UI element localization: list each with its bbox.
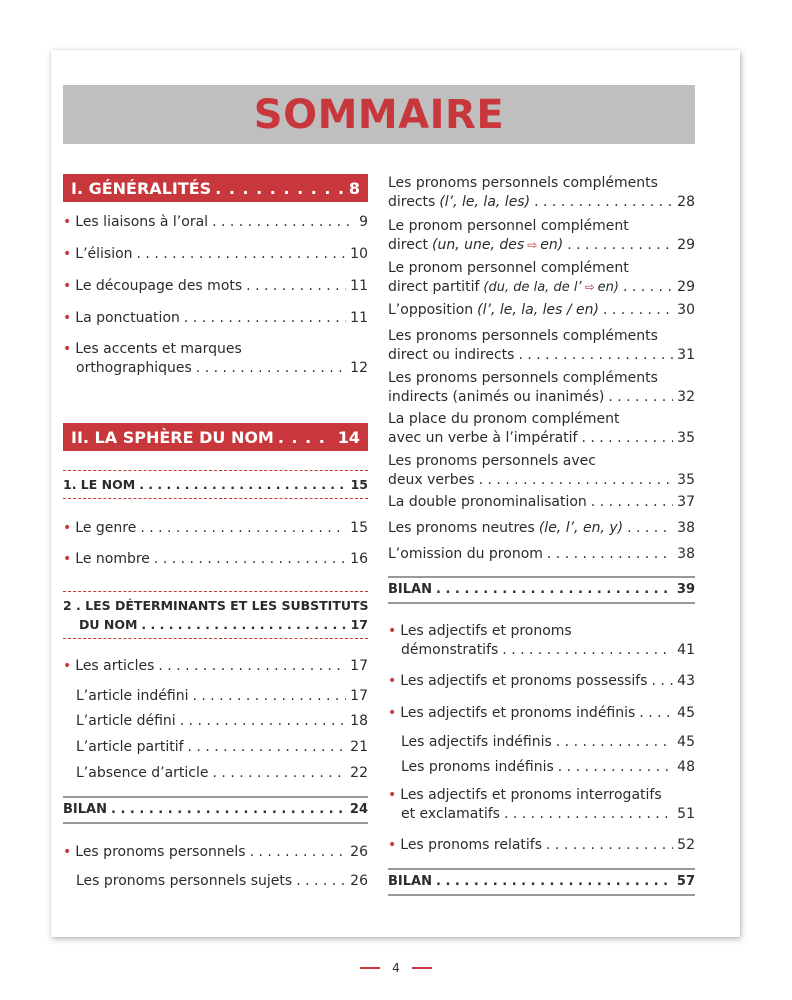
page-number: 35: [677, 430, 695, 446]
toc-entry[interactable]: [388, 519, 695, 538]
page-number: 26: [350, 873, 368, 889]
entry-label: Les accents et marques: [75, 341, 242, 357]
page-number: 32: [677, 389, 695, 405]
page-number: 22: [350, 765, 368, 781]
page-number: 35: [677, 472, 695, 488]
toc-entry[interactable]: [63, 519, 368, 538]
dot-leader: [180, 712, 346, 731]
toc-entry[interactable]: [63, 213, 368, 232]
page-number: 38: [677, 546, 695, 562]
entry-label: La ponctuation: [75, 310, 180, 326]
dot-leader: [567, 236, 673, 255]
page-number: 26: [350, 844, 368, 860]
toc-entry[interactable]: [388, 493, 695, 512]
toc-subentry[interactable]: [63, 738, 368, 757]
bullet-icon: •: [63, 520, 72, 536]
entry-label-continued: et exclamatifs: [401, 806, 500, 822]
dot-leader: [627, 519, 673, 538]
page-number: 9: [359, 214, 368, 230]
entry-label: La double pronominalisation: [388, 494, 587, 510]
entry-label-continued: directs: [388, 194, 436, 210]
dot-leader: [639, 704, 673, 723]
entry-label-continued: indirects (animés ou inanimés): [388, 389, 605, 405]
bilan-label: BILAN: [388, 582, 432, 597]
page-footer: [0, 961, 792, 975]
dot-leader: [436, 874, 673, 890]
page-number: 16: [350, 551, 368, 567]
entry-label: L’article partitif: [76, 739, 184, 755]
toc-entry[interactable]: [388, 545, 695, 564]
toc-entry[interactable]: [388, 704, 695, 723]
toc-subentry[interactable]: [63, 712, 368, 731]
page-number: 12: [350, 360, 368, 376]
page-number: 10: [350, 246, 368, 262]
toc-subentry[interactable]: [63, 764, 368, 783]
toc-entry[interactable]: [63, 245, 368, 264]
section-heading-determinants[interactable]: [63, 591, 368, 639]
entry-label-continued: démonstratifs: [401, 642, 499, 658]
bullet-icon: •: [63, 551, 72, 567]
dot-leader: [479, 471, 674, 490]
entry-label: Le pronom personnel complément: [388, 218, 629, 234]
toc-subentry[interactable]: [388, 733, 695, 752]
entry-examples: (l’, le, la, les): [439, 194, 531, 210]
entry-label: Les pronoms personnels compléments: [388, 175, 658, 191]
toc-entry[interactable]: [63, 309, 368, 328]
entry-label: Les adjectifs indéfinis: [401, 734, 552, 750]
toc-entry[interactable]: [388, 327, 695, 365]
entry-examples: (l’, le, la, les / en): [477, 302, 599, 318]
toc-subentry[interactable]: [388, 758, 695, 777]
toc-entry[interactable]: [63, 340, 368, 378]
dot-leader: [213, 764, 347, 783]
entry-label-continued: deux verbes: [388, 472, 475, 488]
dot-leader: [518, 346, 673, 365]
bullet-icon: •: [388, 673, 397, 689]
part-heading-generalites[interactable]: [63, 174, 368, 202]
bullet-icon: •: [388, 705, 397, 721]
entry-label: Les pronoms relatifs: [400, 837, 543, 853]
dot-leader: [547, 545, 673, 564]
toc-entry[interactable]: [388, 217, 695, 255]
entry-examples-end: en): [597, 280, 619, 295]
toc-subentry[interactable]: [63, 687, 368, 706]
page-number: 48: [677, 759, 695, 775]
bullet-icon: •: [388, 623, 397, 639]
entry-label-continued: direct: [388, 237, 429, 253]
page-title: SOMMAIRE: [253, 91, 505, 138]
dot-leader: [250, 843, 347, 862]
toc-entry[interactable]: [63, 843, 368, 862]
entry-label: Les liaisons à l’oral: [75, 214, 209, 230]
toc-entry[interactable]: [388, 369, 695, 407]
dot-leader: [436, 582, 673, 598]
dot-leader: [558, 758, 673, 777]
entry-label: L’article défini: [76, 713, 176, 729]
entry-label: Le pronom personnel complément: [388, 260, 629, 276]
page-number: 14: [337, 427, 360, 447]
entry-label: Les pronoms personnels sujets: [76, 873, 293, 889]
entry-label: Les pronoms personnels: [75, 844, 246, 860]
dot-leader: [137, 245, 347, 264]
dot-leader: [196, 359, 346, 378]
dot-leader: [188, 738, 347, 757]
toc-entry[interactable]: [388, 301, 695, 320]
page-number: 57: [676, 874, 695, 889]
page-number: 17: [350, 617, 368, 632]
arrow-right-icon: ⇨: [527, 238, 538, 252]
page-number: 11: [350, 278, 368, 294]
page-number: 52: [677, 837, 695, 853]
bullet-icon: •: [388, 787, 397, 803]
entry-label: Les adjectifs et pronoms: [400, 623, 572, 639]
toc-entry[interactable]: [388, 786, 695, 824]
toc-entry[interactable]: [388, 410, 695, 448]
bilan-row[interactable]: [388, 868, 695, 896]
dot-leader: [502, 641, 673, 660]
entry-label: Le nombre: [75, 551, 150, 567]
entry-label: Les pronoms neutres: [388, 520, 535, 536]
entry-label-continued: orthographiques: [76, 360, 192, 376]
page-number: 39: [676, 582, 695, 597]
page-number: 51: [677, 806, 695, 822]
toc-entry[interactable]: [388, 174, 695, 212]
page-number: 15: [350, 520, 368, 536]
dot-leader: [296, 872, 346, 891]
entry-label: L’omission du pronom: [388, 546, 543, 562]
dot-leader: [139, 475, 346, 494]
dot-leader: [652, 672, 674, 691]
entry-label: L’article indéfini: [76, 688, 189, 704]
entry-examples: (un, une, des: [432, 237, 525, 253]
entry-label-continued: direct partitif: [388, 279, 480, 295]
dot-leader: [534, 193, 673, 212]
dot-leader: [154, 550, 346, 569]
bullet-icon: •: [63, 214, 72, 230]
bilan-row[interactable]: [388, 576, 695, 604]
entry-label: Les adjectifs et pronoms interrogatifs: [400, 787, 662, 803]
page-number: 43: [677, 673, 695, 689]
page-number: 45: [677, 705, 695, 721]
entry-label: Les pronoms personnels compléments: [388, 328, 658, 344]
entry-label: Les adjectifs et pronoms indéfinis: [400, 705, 636, 721]
page-number: 29: [677, 279, 695, 295]
page-number: 29: [677, 237, 695, 253]
dot-leader: [184, 309, 346, 328]
page-sheet: [51, 50, 740, 937]
page-number: 24: [349, 802, 368, 817]
page-number: 30: [677, 302, 695, 318]
bullet-icon: •: [63, 844, 72, 860]
bilan-label: BILAN: [388, 874, 432, 889]
page-number: 21: [350, 739, 368, 755]
section-heading-le-nom[interactable]: [63, 470, 368, 499]
dot-leader: [608, 388, 673, 407]
page-number: 17: [350, 658, 368, 674]
entry-label: Les pronoms personnels avec: [388, 453, 596, 469]
page-number: 15: [350, 477, 368, 492]
page-number: 45: [677, 734, 695, 750]
dot-leader: [246, 277, 346, 296]
entry-label: La place du pronom complément: [388, 411, 620, 427]
toc-entry[interactable]: [63, 277, 368, 296]
part-heading-sphere-du-nom[interactable]: [63, 423, 368, 451]
toc-entry[interactable]: [388, 452, 695, 490]
bullet-icon: •: [63, 658, 72, 674]
footer-dash: [412, 967, 432, 969]
dot-leader: [140, 519, 346, 538]
section-label-continued: DU NOM: [79, 617, 138, 632]
entry-label: L’opposition: [388, 302, 474, 318]
dot-leader: [556, 733, 673, 752]
dot-leader: [141, 615, 346, 634]
toc-entry[interactable]: [388, 259, 695, 297]
entry-label: Les pronoms personnels compléments: [388, 370, 658, 386]
toc-entry[interactable]: [388, 622, 695, 660]
toc-entry[interactable]: [388, 836, 695, 855]
entry-label: Les adjectifs et pronoms possessifs: [400, 673, 648, 689]
page-number: 31: [677, 347, 695, 363]
title-band: [63, 85, 695, 144]
bullet-icon: •: [63, 246, 72, 262]
footer-page-number: 4: [392, 961, 400, 975]
entry-examples: (du, de la, de l’: [483, 280, 582, 295]
bullet-icon: •: [63, 278, 72, 294]
page-number: 37: [677, 494, 695, 510]
entry-label: Le découpage des mots: [75, 278, 243, 294]
page-number: 28: [677, 194, 695, 210]
toc-entry[interactable]: [63, 657, 368, 676]
toc-subentry[interactable]: [63, 872, 368, 891]
dot-leader: [603, 301, 673, 320]
arrow-right-icon: ⇨: [584, 280, 595, 294]
page-number: 11: [350, 310, 368, 326]
bullet-icon: •: [63, 310, 72, 326]
bilan-label: BILAN: [63, 802, 107, 817]
page-number: 8: [348, 178, 360, 198]
entry-label-continued: direct ou indirects: [388, 347, 515, 363]
page-number: 18: [350, 713, 368, 729]
dot-leader: [546, 836, 673, 855]
dot-leader: [158, 657, 346, 676]
entry-examples-end: en): [540, 237, 564, 253]
entry-label: L’élision: [75, 246, 133, 262]
page-number: 17: [350, 688, 368, 704]
page-number: 41: [677, 642, 695, 658]
dot-leader: [111, 802, 346, 818]
part-label: I. GÉNÉRALITÉS: [71, 178, 212, 198]
section-label: 1. LE NOM: [63, 477, 136, 492]
section-label: 2 . LES DÉTERMINANTS ET LES SUBSTITUTS: [63, 598, 369, 613]
dot-leader: [581, 429, 673, 448]
bullet-icon: •: [63, 341, 72, 357]
entry-label-continued: avec un verbe à l’impératif: [388, 430, 578, 446]
toc-entry[interactable]: [63, 550, 368, 569]
dot-leader: [504, 805, 673, 824]
page-number: 38: [677, 520, 695, 536]
dot-leader: [192, 687, 346, 706]
entry-label: Les articles: [75, 658, 155, 674]
dot-leader: [591, 493, 673, 512]
entry-label: Le genre: [75, 520, 137, 536]
toc-entry[interactable]: [388, 672, 695, 691]
bilan-row[interactable]: [63, 796, 368, 824]
entry-label: L’absence d’article: [76, 765, 209, 781]
entry-examples: (le, l’, en, y): [538, 520, 624, 536]
dot-leader: [278, 428, 334, 447]
part-label: II. LA SPHÈRE DU NOM: [71, 427, 274, 447]
footer-dash: [360, 967, 380, 969]
entry-label: Les pronoms indéfinis: [401, 759, 554, 775]
dot-leader: [212, 213, 355, 232]
dot-leader: [623, 278, 673, 297]
dot-leader: [215, 179, 345, 198]
bullet-icon: •: [388, 837, 397, 853]
